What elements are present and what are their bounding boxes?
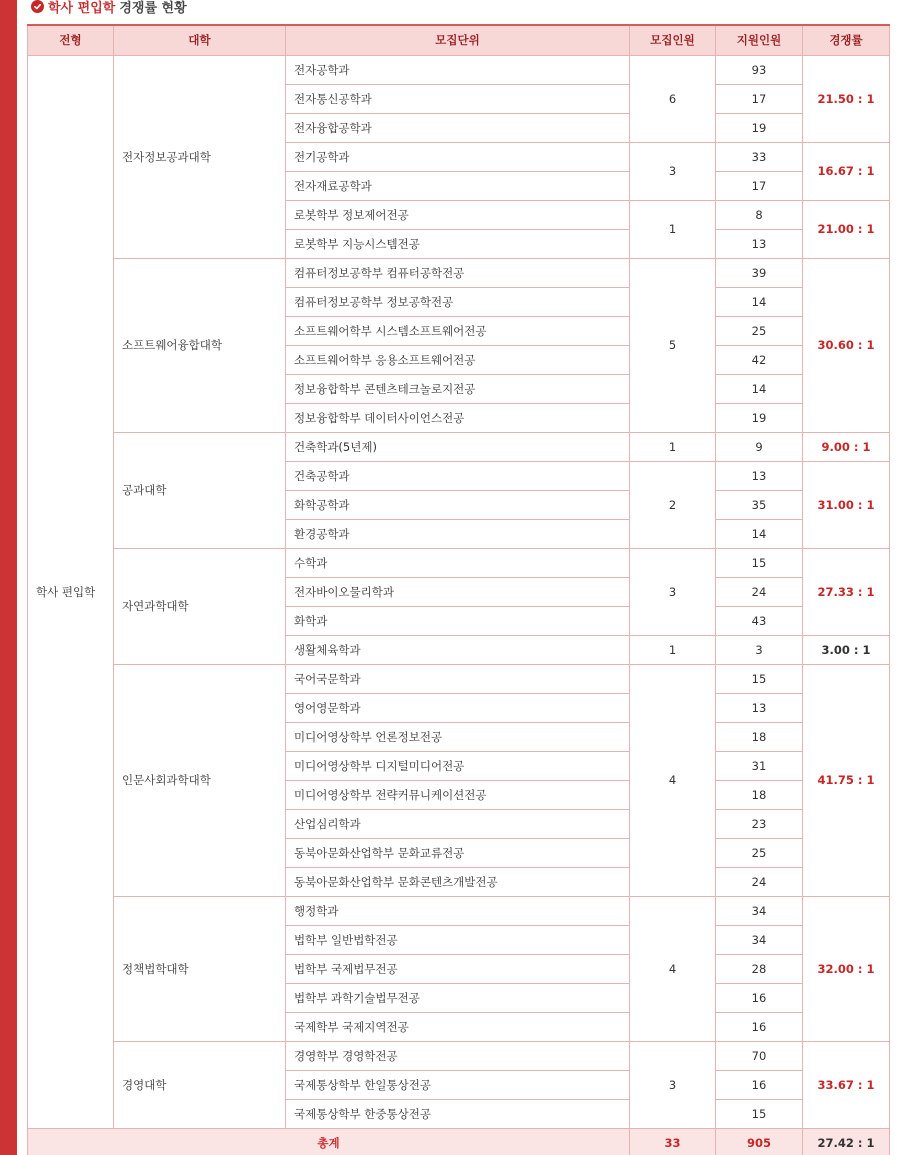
table-row <box>28 1041 890 1070</box>
unit-cell: 정보융합학부 데이터사이언스전공 <box>286 403 630 432</box>
heading-highlight: 학사 편입학 <box>48 0 116 16</box>
ratio-cell: 41.75 : 1 <box>803 664 890 896</box>
table-row <box>28 896 890 925</box>
applicants-cell: 34 <box>716 925 803 954</box>
unit-cell: 행정학과 <box>286 896 630 925</box>
unit-cell: 미디어영상학부 디지털미디어전공 <box>286 751 630 780</box>
unit-cell: 전자재료공학과 <box>286 171 630 200</box>
unit-cell: 산업심리학과 <box>286 809 630 838</box>
applicants-cell: 24 <box>716 577 803 606</box>
unit-cell: 미디어영상학부 전략커뮤니케이션전공 <box>286 780 630 809</box>
total-quota: 33 <box>630 1128 716 1155</box>
applicants-cell: 15 <box>716 1099 803 1128</box>
unit-cell: 로봇학부 정보제어전공 <box>286 200 630 229</box>
applicants-cell: 33 <box>716 142 803 171</box>
unit-cell: 국어국문학과 <box>286 664 630 693</box>
applicants-cell: 42 <box>716 345 803 374</box>
total-row <box>28 1128 890 1155</box>
quota-cell: 3 <box>630 142 716 200</box>
college-cell: 경영대학 <box>114 1041 286 1128</box>
ratio-cell: 16.67 : 1 <box>803 142 890 200</box>
unit-cell: 정보융합학부 콘텐츠테크놀로지전공 <box>286 374 630 403</box>
ratio-cell: 27.33 : 1 <box>803 548 890 635</box>
unit-cell: 경영학부 경영학전공 <box>286 1041 630 1070</box>
header-type: 전형 <box>28 25 114 55</box>
header-ratio: 경쟁률 <box>803 25 890 55</box>
applicants-cell: 17 <box>716 84 803 113</box>
unit-cell: 법학부 일반법학전공 <box>286 925 630 954</box>
table-row <box>28 432 890 461</box>
ratio-cell: 9.00 : 1 <box>803 432 890 461</box>
unit-cell: 화학과 <box>286 606 630 635</box>
unit-cell: 로봇학부 지능시스템전공 <box>286 229 630 258</box>
table-header <box>28 25 890 55</box>
heading-rest: 경쟁률 현황 <box>119 0 187 16</box>
applicants-cell: 15 <box>716 664 803 693</box>
check-circle-icon <box>31 0 44 13</box>
quota-cell: 1 <box>630 635 716 664</box>
college-cell: 인문사회과학대학 <box>114 664 286 896</box>
unit-cell: 건축학과(5년제) <box>286 432 630 461</box>
applicants-cell: 17 <box>716 171 803 200</box>
unit-cell: 환경공학과 <box>286 519 630 548</box>
ratio-cell: 21.50 : 1 <box>803 55 890 142</box>
unit-cell: 전자바이오물리학과 <box>286 577 630 606</box>
quota-cell: 6 <box>630 55 716 142</box>
unit-cell: 생활체육학과 <box>286 635 630 664</box>
unit-cell: 수학과 <box>286 548 630 577</box>
applicants-cell: 16 <box>716 983 803 1012</box>
applicants-cell: 24 <box>716 867 803 896</box>
ratio-cell: 31.00 : 1 <box>803 461 890 548</box>
section-heading <box>31 0 187 16</box>
header-unit: 모집단위 <box>286 25 630 55</box>
ratio-cell: 30.60 : 1 <box>803 258 890 432</box>
left-accent-bar <box>0 0 17 1155</box>
table-row <box>28 664 890 693</box>
unit-cell: 동북아문화산업학부 문화교류전공 <box>286 838 630 867</box>
applicants-cell: 28 <box>716 954 803 983</box>
applicants-cell: 19 <box>716 403 803 432</box>
ratio-cell: 33.67 : 1 <box>803 1041 890 1128</box>
total-ratio: 27.42 : 1 <box>803 1128 890 1155</box>
applicants-cell: 14 <box>716 374 803 403</box>
applicants-cell: 3 <box>716 635 803 664</box>
applicants-cell: 23 <box>716 809 803 838</box>
applicants-cell: 31 <box>716 751 803 780</box>
unit-cell: 미디어영상학부 언론정보전공 <box>286 722 630 751</box>
unit-cell: 법학부 과학기술법무전공 <box>286 983 630 1012</box>
quota-cell: 2 <box>630 461 716 548</box>
applicants-cell: 93 <box>716 55 803 84</box>
college-cell: 공과대학 <box>114 432 286 548</box>
applicants-cell: 34 <box>716 896 803 925</box>
header-college: 대학 <box>114 25 286 55</box>
table-row <box>28 258 890 287</box>
applicants-cell: 13 <box>716 461 803 490</box>
quota-cell: 4 <box>630 664 716 896</box>
table-row <box>28 55 890 84</box>
unit-cell: 전자공학과 <box>286 55 630 84</box>
college-cell: 정책법학대학 <box>114 896 286 1041</box>
applicants-cell: 9 <box>716 432 803 461</box>
type-cell: 학사 편입학 <box>28 55 114 1128</box>
unit-cell: 전자통신공학과 <box>286 84 630 113</box>
applicants-cell: 13 <box>716 693 803 722</box>
table-body <box>28 55 890 1155</box>
applicants-cell: 13 <box>716 229 803 258</box>
unit-cell: 컴퓨터정보공학부 컴퓨터공학전공 <box>286 258 630 287</box>
unit-cell: 화학공학과 <box>286 490 630 519</box>
unit-cell: 동북아문화산업학부 문화콘텐츠개발전공 <box>286 867 630 896</box>
applicants-cell: 25 <box>716 316 803 345</box>
unit-cell: 법학부 국제법무전공 <box>286 954 630 983</box>
applicants-cell: 15 <box>716 548 803 577</box>
header-applicants: 지원인원 <box>716 25 803 55</box>
table-row <box>28 548 890 577</box>
unit-cell: 소프트웨어학부 응용소프트웨어전공 <box>286 345 630 374</box>
quota-cell: 1 <box>630 200 716 258</box>
quota-cell: 3 <box>630 1041 716 1128</box>
college-cell: 전자정보공과대학 <box>114 55 286 258</box>
unit-cell: 전자융합공학과 <box>286 113 630 142</box>
unit-cell: 건축공학과 <box>286 461 630 490</box>
unit-cell: 국제학부 국제지역전공 <box>286 1012 630 1041</box>
total-applicants: 905 <box>716 1128 803 1155</box>
quota-cell: 1 <box>630 432 716 461</box>
unit-cell: 영어영문학과 <box>286 693 630 722</box>
header-row <box>28 25 890 55</box>
applicants-cell: 70 <box>716 1041 803 1070</box>
ratio-cell: 32.00 : 1 <box>803 896 890 1041</box>
unit-cell: 소프트웨어학부 시스템소프트웨어전공 <box>286 316 630 345</box>
unit-cell: 컴퓨터정보공학부 정보공학전공 <box>286 287 630 316</box>
applicants-cell: 8 <box>716 200 803 229</box>
applicants-cell: 14 <box>716 287 803 316</box>
header-quota: 모집인원 <box>630 25 716 55</box>
quota-cell: 4 <box>630 896 716 1041</box>
applicants-cell: 39 <box>716 258 803 287</box>
applicants-cell: 35 <box>716 490 803 519</box>
applicants-cell: 14 <box>716 519 803 548</box>
applicants-cell: 16 <box>716 1070 803 1099</box>
admission-table <box>27 24 890 1155</box>
applicants-cell: 19 <box>716 113 803 142</box>
ratio-cell: 3.00 : 1 <box>803 635 890 664</box>
applicants-cell: 18 <box>716 780 803 809</box>
quota-cell: 3 <box>630 548 716 635</box>
applicants-cell: 16 <box>716 1012 803 1041</box>
ratio-cell: 21.00 : 1 <box>803 200 890 258</box>
unit-cell: 전기공학과 <box>286 142 630 171</box>
college-cell: 자연과학대학 <box>114 548 286 664</box>
applicants-cell: 25 <box>716 838 803 867</box>
unit-cell: 국제통상학부 한중통상전공 <box>286 1099 630 1128</box>
college-cell: 소프트웨어융합대학 <box>114 258 286 432</box>
applicants-cell: 43 <box>716 606 803 635</box>
total-label: 총계 <box>28 1128 630 1155</box>
quota-cell: 5 <box>630 258 716 432</box>
applicants-cell: 18 <box>716 722 803 751</box>
unit-cell: 국제통상학부 한일통상전공 <box>286 1070 630 1099</box>
